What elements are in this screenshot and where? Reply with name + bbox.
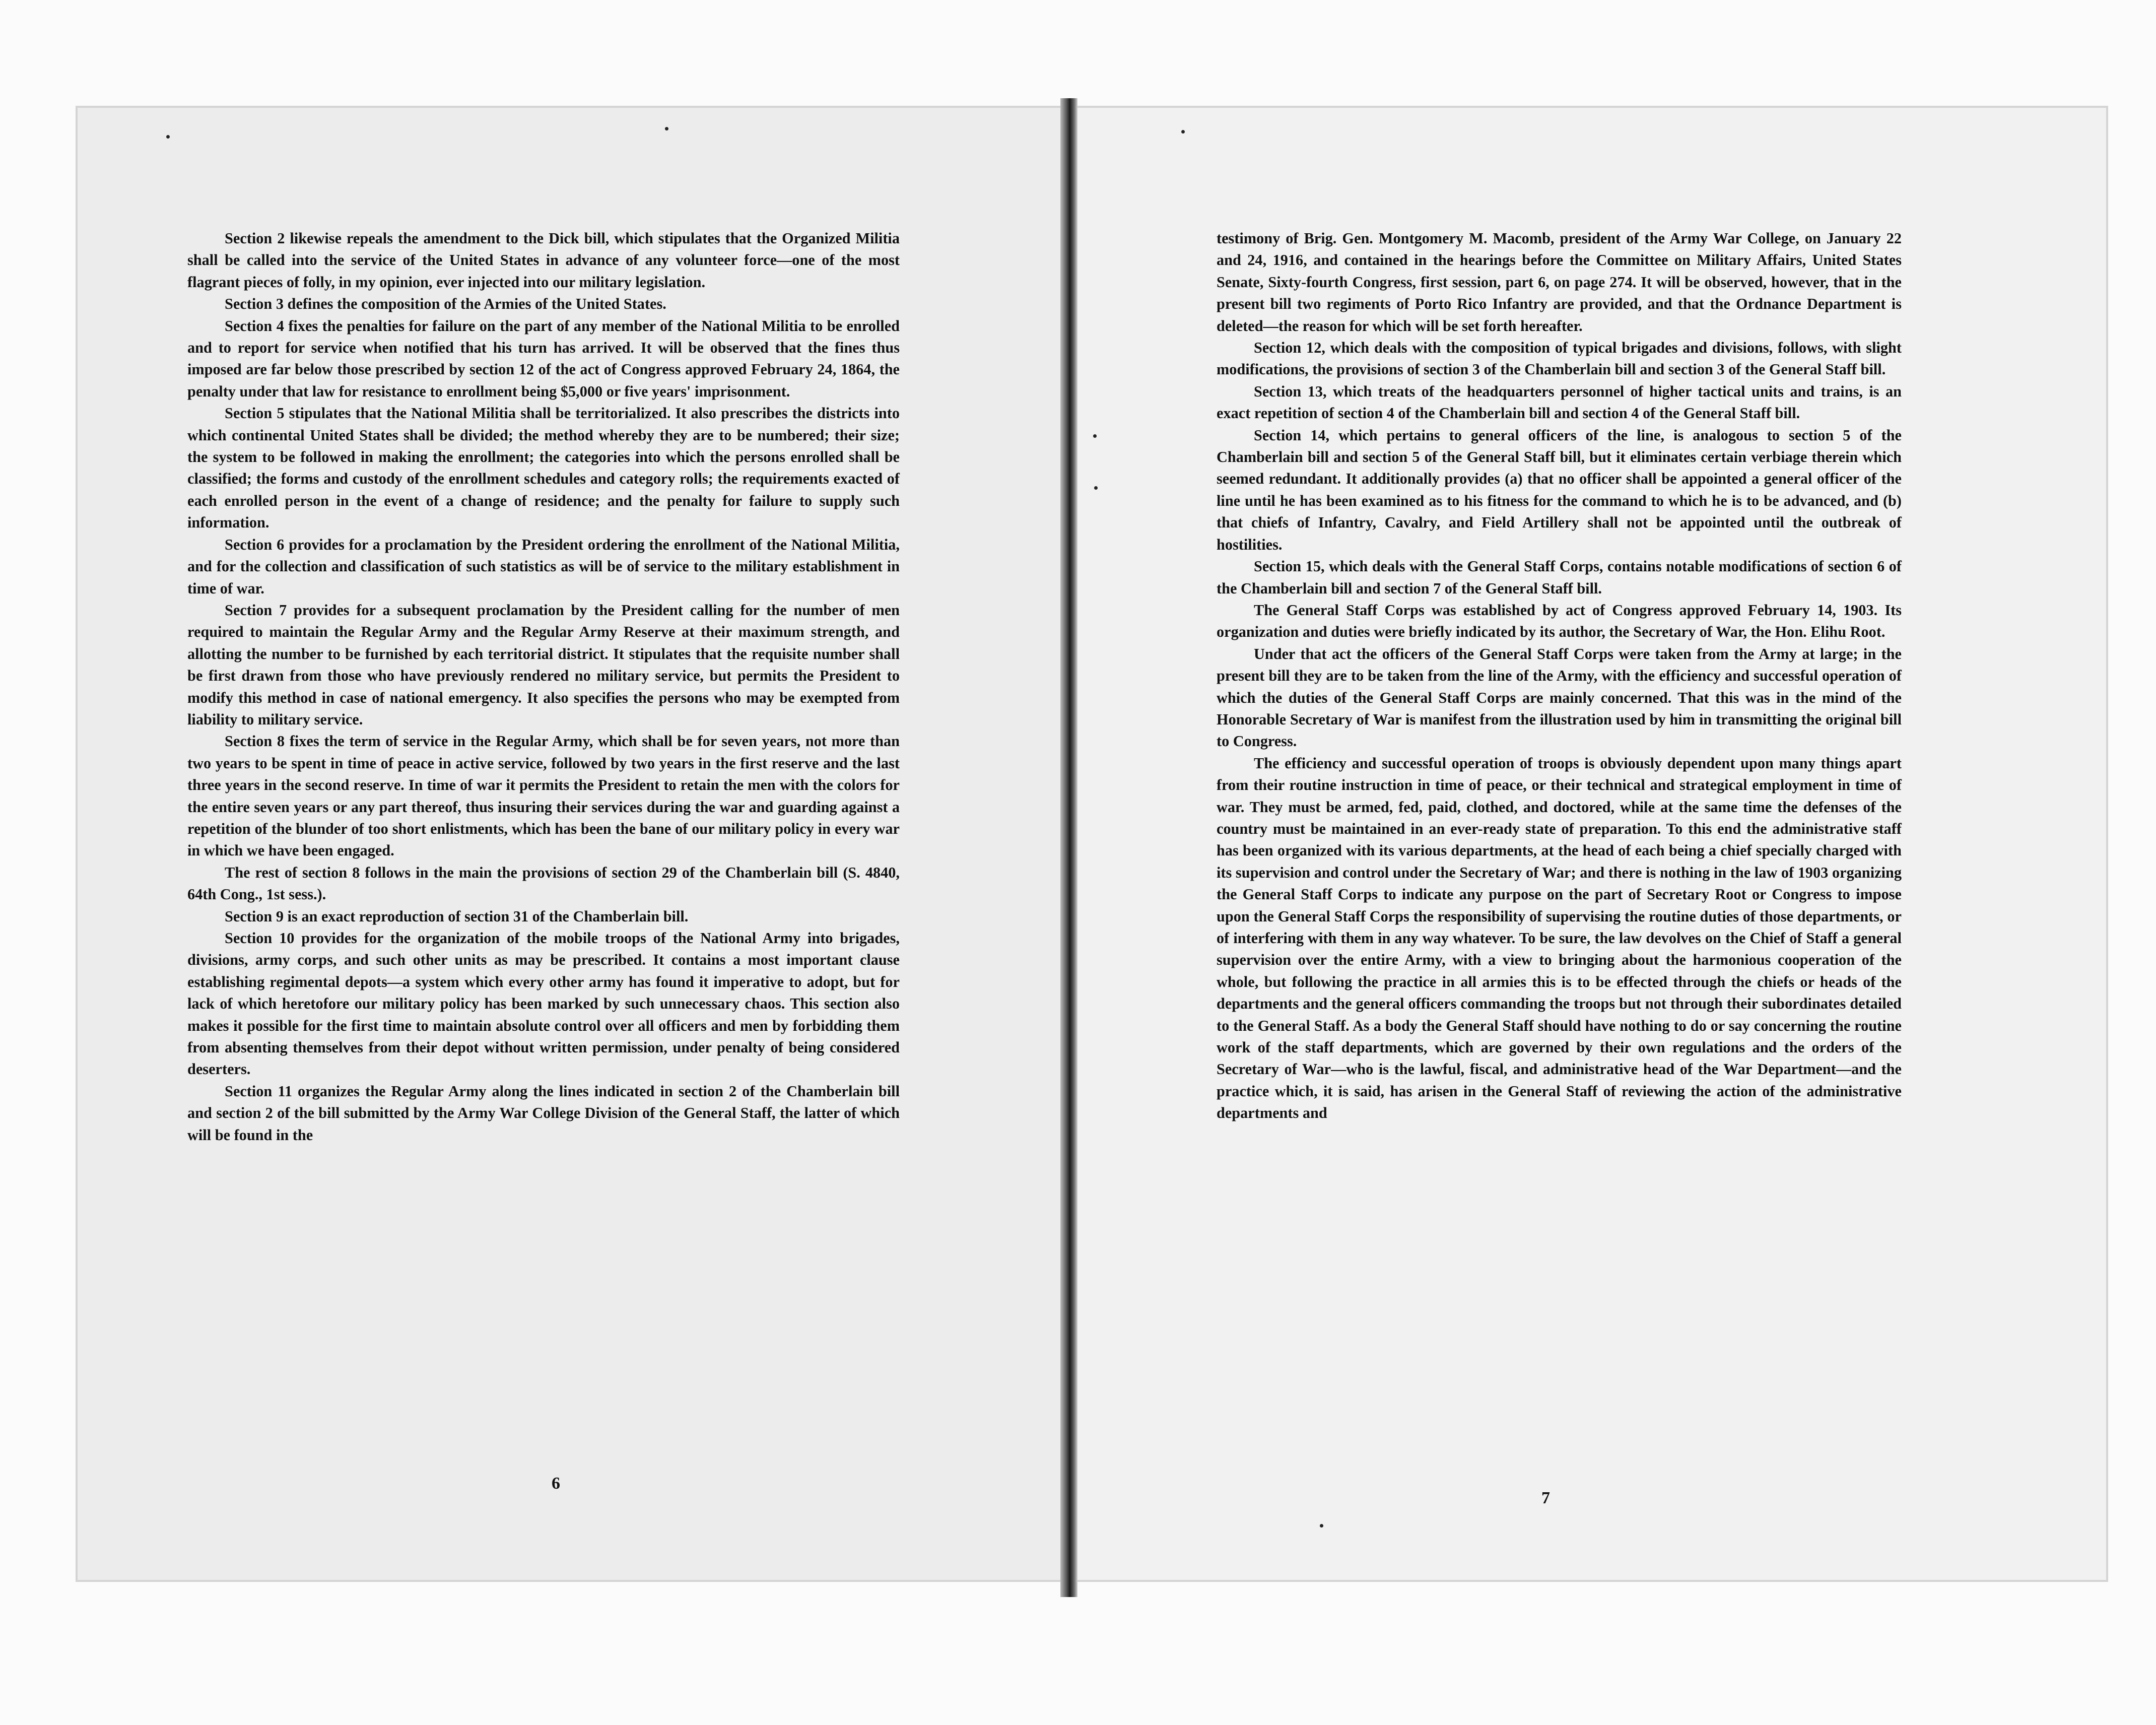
- paragraph: Section 7 provides for a subsequent proclamation by the President calling for the number of men required to maintain the Regular Army and the Regular Army Reserve at their maximum strength, and allotting the number to be furnished by each territorial district. It stipulates that the requisite number shall be first drawn from those who have previously rendered no military service, but permits the President to modify this method in case of national emergency. It also specifies the persons who may be exempted from liability to military service.: [187, 601, 900, 728]
- paragraph: Section 3 defines the composition of the Armies of the United States.: [225, 295, 666, 313]
- right-page-text: [1217, 228, 1902, 1124]
- paragraph: Under that act the officers of the General Staff Corps were taken from the Army at large; in the present bill they are to be taken from the line of the Army, with the efficiency and successful operation of which the duties of the General Staff Corps are mainly concerned. That this was in the mind of the Honorable Secretary of War is manifest from the illustration used by him in transmitting the original bill to Congress.: [1217, 645, 1902, 750]
- paragraph: Section 14, which pertains to general officers of the line, is analogous to section 5 of the Chamberlain bill and section 5 of the General Staff bill, but it eliminates certain verbiage therein which seemed redundant. It additionally provides (a) that no officer shall be appointed a general officer of the line until he has been examined as to his fitness for the command to which he is to be advanced, and (b) that chiefs of Infantry, Cavalry, and Field Artillery shall not be appointed until the outbreak of hostilities.: [1217, 426, 1902, 553]
- speck: [1181, 130, 1185, 134]
- paragraph: The efficiency and successful operation of troops is obviously dependent upon many things apart from their routine instruction in time of peace, or their technical and strategical employment in time of war. They must be armed, fed, paid, clothed, and doctored, while at the same time the defenses of the country must be maintained in an ever-ready state of preparation. To this end the administrative staff has been organized with its various departments, at the head of each being a chief specially charged with its supervision and control under the Secretary of War; and there is nothing in the law of 1903 organizing the General Staff Corps to indicate any purpose on the part of Secretary Root or Congress to impose upon the General Staff Corps the responsibility of supervising the routine duties of those departments, or of interfering with them in any way whatever. To be sure, the law devolves on the Chief of Staff a general supervision over the entire Army, with a view to bringing about the harmonious cooperation of the whole, but following the practice in all armies this is to be effected through the chiefs or heads of the departments and the general officers commanding the troops but not through their subordinates detailed to the General Staff. As a body the General Staff should have nothing to do or say concerning the routine work of the staff departments, which are governed by their own regulations and the orders of the Secretary of War—who is the lawful, fiscal, and administrative head of the War Department—and the practice which, it is said, has arisen in the General Staff of reviewing the action of the administrative departments and: [1217, 754, 1902, 1122]
- paragraph: Section 2 likewise repeals the amendment to the Dick bill, which stipulates that the Organized Militia shall be called into the service of the United States in advance of any volunteer force—one of the most flagrant pieces of folly, in my opinion, ever injected into our military legislation.: [187, 230, 900, 291]
- paragraph: testimony of Brig. Gen. Montgomery M. Macomb, president of the Army War College, on January 22 and 24, 1916, and contained in the hearings before the Committee on Military Affairs, United States Senate, Sixty-fourth Congress, first session, part 6, on page 274. It will be observed, however, that in the present bill two regiments of Porto Rico Infantry are provided, and that the Ordnance Department is deleted—the reason for which will be set forth hereafter.: [1217, 230, 1902, 335]
- paragraph: Section 9 is an exact reproduction of section 31 of the Chamberlain bill.: [225, 907, 689, 925]
- paragraph: Section 5 stipulates that the National Militia shall be territorialized. It also prescribes the districts into which continental United States shall be divided; the method whereby they are to be numbered; their size; the system to be followed in making the enrollment; the categories into which the persons enrolled shall be classified; the forms and custody of the enrollment schedules and category rolls; the requirements exacted of each enrolled person in the event of a change of residence; and the penalty for failure to supply such information.: [187, 405, 900, 532]
- speck: [1320, 1524, 1323, 1528]
- paragraph: Section 10 provides for the organization of the mobile troops of the National Army into brigades, divisions, army corps, and such other units as may be prescribed. It contains a most important clause establishing regimental depots—a system which every other army has found it imperative to adopt, but for lack of which heretofore our military policy has been marked by such unnecessary chaos. This section also makes it possible for the first time to maintain absolute control over all officers and men by forbidding them from absenting themselves from their depot without written permission, under penalty of being considered deserters.: [187, 930, 900, 1078]
- speck: [1093, 434, 1097, 438]
- speck: [166, 135, 170, 139]
- paragraph: Section 4 fixes the penalties for failure on the part of any member of the National Militia to be enrolled and to report for service when notified that his turn has arrived. It will be observed that the fines thus imposed are far below those prescribed by section 12 of the act of Congress approved February 24, 1864, the penalty under that law for resistance to enrollment being $5,000 or five years' imprisonment.: [187, 317, 900, 400]
- paragraph: Section 6 provides for a proclamation by the President ordering the enrollment of the National Militia, and for the collection and classification of such statistics as will be of service to the military establishment in time of war.: [187, 536, 900, 597]
- page-number: 6: [552, 1474, 560, 1493]
- left-page-text: [187, 228, 900, 1146]
- speck: [665, 127, 668, 130]
- paragraph: Section 11 organizes the Regular Army along the lines indicated in section 2 of the Chamberlain bill and section 2 of the bill submitted by the Army War College Division of the General Staff, the latter of which will be found in the: [187, 1082, 900, 1144]
- paragraph: Section 8 fixes the term of service in the Regular Army, which shall be for seven years, not more than two years to be spent in time of peace in active service, followed by two years in the first reserve and the last three years in the second reserve. In time of war it permits the President to retain the men with the colors for the entire seven years or any part thereof, thus insuring their services during the war and guarding against a repetition of the blunder of too short enlistments, which has been the bane of our military policy in every war in which we have been engaged.: [187, 733, 900, 859]
- paragraph: The General Staff Corps was established by act of Congress approved February 14, 1903. Its organization and duties were briefly indicated by its author, the Secretary of War, the Hon. Elihu Root.: [1217, 601, 1902, 641]
- paragraph: The rest of section 8 follows in the main the provisions of section 29 of the Chamberlain bill (S. 4840, 64th Cong., 1st sess.).: [187, 864, 900, 903]
- paragraph: Section 15, which deals with the General Staff Corps, contains notable modifications of section 6 of the Chamberlain bill and section 7 of the General Staff bill.: [1217, 558, 1902, 597]
- book-gutter: [1060, 98, 1077, 1597]
- page-number: 7: [1541, 1489, 1550, 1507]
- paragraph: Section 13, which treats of the headquarters personnel of higher tactical units and trains, is an exact repetition of section 4 of the Chamberlain bill and section 4 of the General Staff bill.: [1217, 382, 1902, 422]
- speck: [1094, 486, 1098, 490]
- paragraph: Section 12, which deals with the composition of typical brigades and divisions, follows, with slight modifications, the provisions of section 3 of the Chamberlain bill and section 3 of the General Staff bill.: [1217, 339, 1902, 378]
